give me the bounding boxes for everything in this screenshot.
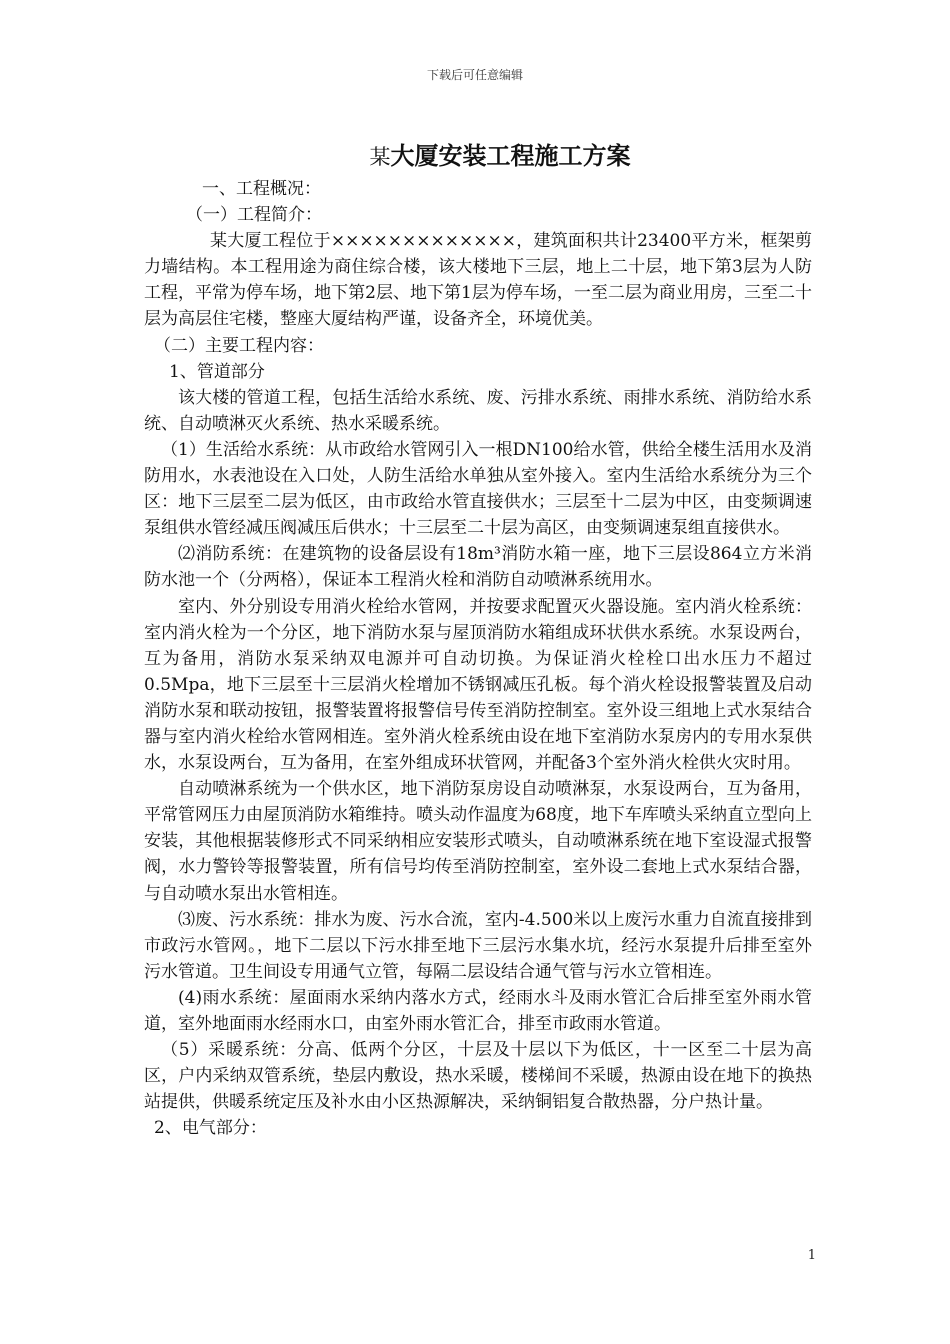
title-prefix: 某 (369, 145, 391, 169)
title-main: 大厦安装工程施工方案 (390, 141, 631, 170)
paragraph-domestic-water: （1）生活给水系统：从市政给水管网引入一根DN100给水管，供给全楼生活用水及消防用水，水表池设在入口处，人防生活给水单独从室外接入。室内生活给水系统分为三个区：地下三层至二层为低区，由市政给水管直接供水；三层至十二层为中区，由变频调速泵组供水管经减压阀减压后供水；十三层至二十层为高区，由变频调速泵组直接供水。 (144, 439, 812, 539)
heading-project-overview: 一、工程概况： (202, 179, 321, 199)
heading-electrical: 2、电气部分： (154, 1118, 267, 1139)
paragraph-hydrant-system: 室内、外分别设专用消火栓给水管网，并按要求配置灭火器设施。室内消火栓系统：室内消火栓为一个分区，地下消防水泵与屋顶消防水箱组成环状供水系统。水泵设两台，互为备用，消防水泵采纳双电源并可自动切换。为保证消火栓栓口出水压力不超过0.5Mpa，地下三层至十三层消火栓增加不锈钢减压孔板。每个消火栓设报警装置及启动消防水泵和联动按钮，报警装置将报警信号传至消防控制室。室外设三组地上式水泵结合器与室内消火栓给水管网相连。室外消火栓系统由设在地下室消防水泵房内的专用水泵供水，水泵设两台，互为备用，在室外组成环状管网，并配备3个室外消火栓供火灾时用。 (144, 596, 812, 774)
paragraph-project-intro: 某大厦工程位于×××××××××××××，建筑面积共计23400平方米，框架剪力墙结构。本工程用途为商住综合楼，该大楼地下三层，地上二十层，地下第3层为人防工程，平常为停车场，地下第2层、地下第1层为停车场，一至二层为商业用房，三至二十层为高层住宅楼，整座大厦结构严谨，设备齐全，环境优美。 (144, 231, 812, 330)
paragraph-rainwater-system: (4)雨水系统：屋面雨水采纳内落水方式，经雨水斗及雨水管汇合后排至室外雨水管道，室外地面雨水经雨水口，由室外雨水管汇合，排至市政雨水管道。 (144, 987, 812, 1034)
page-number: 1 (807, 1248, 816, 1263)
paragraph-drainage-system: ⑶废、污水系统：排水为废、污水合流，室内-4.500米以上废污水重力自流直接排到市政污水管网。，地下二层以下污水排至地下三层污水集水坑，经污水泵提升后排至室外污水管道。卫生间设专用通气立管，每隔二层设结合通气管与污水立管相连。 (144, 909, 812, 982)
heading-main-content: （二）主要工程内容： (154, 335, 324, 356)
paragraph-heating-system: （5）采暖系统：分高、低两个分区，十层及十层以下为低区，十一区至二十层为高区，户内采纳双管系统，垫层内敷设，热水采暖，楼梯间不采暖，热源由设在地下的换热站提供，供暖系统定压及补水由小区热源解决，采纳铜铝复合散热器，分户热计量。 (144, 1040, 812, 1113)
paragraph-sprinkler-system: 自动喷淋系统为一个供水区，地下消防泵房设自动喷淋泵，水泵设两台，互为备用，平常管网压力由屋顶消防水箱维持。喷头动作温度为68度，地下车库喷头采纳直立型向上安装，其他根据装修形式不同采纳相应安装形式喷头，自动喷淋系统在地下室设湿式报警阀，水力警铃等报警装置，所有信号均传至消防控制室，室外设二套地上式水泵结合器，与自动喷水泵出水管相连。 (144, 779, 812, 904)
page-header: 下载后可任意编辑 (426, 68, 523, 82)
paragraph-piping-overview: 该大楼的管道工程，包括生活给水系统、废、污排水系统、雨排水系统、消防给水系统、自动喷淋灭火系统、热水采暖系统。 (144, 387, 812, 434)
document-title (0, 136, 950, 171)
heading-piping: 1、管道部分 (169, 361, 265, 382)
heading-project-intro: （一）工程简介： (186, 205, 322, 226)
paragraph-fire-system: ⑵消防系统：在建筑物的设备层设有18m³消防水箱一座，地下三层设864立方米消防水池一个（分两格），保证本工程消火栓和消防自动喷淋系统用水。 (144, 544, 812, 591)
document-body (144, 176, 812, 1141)
